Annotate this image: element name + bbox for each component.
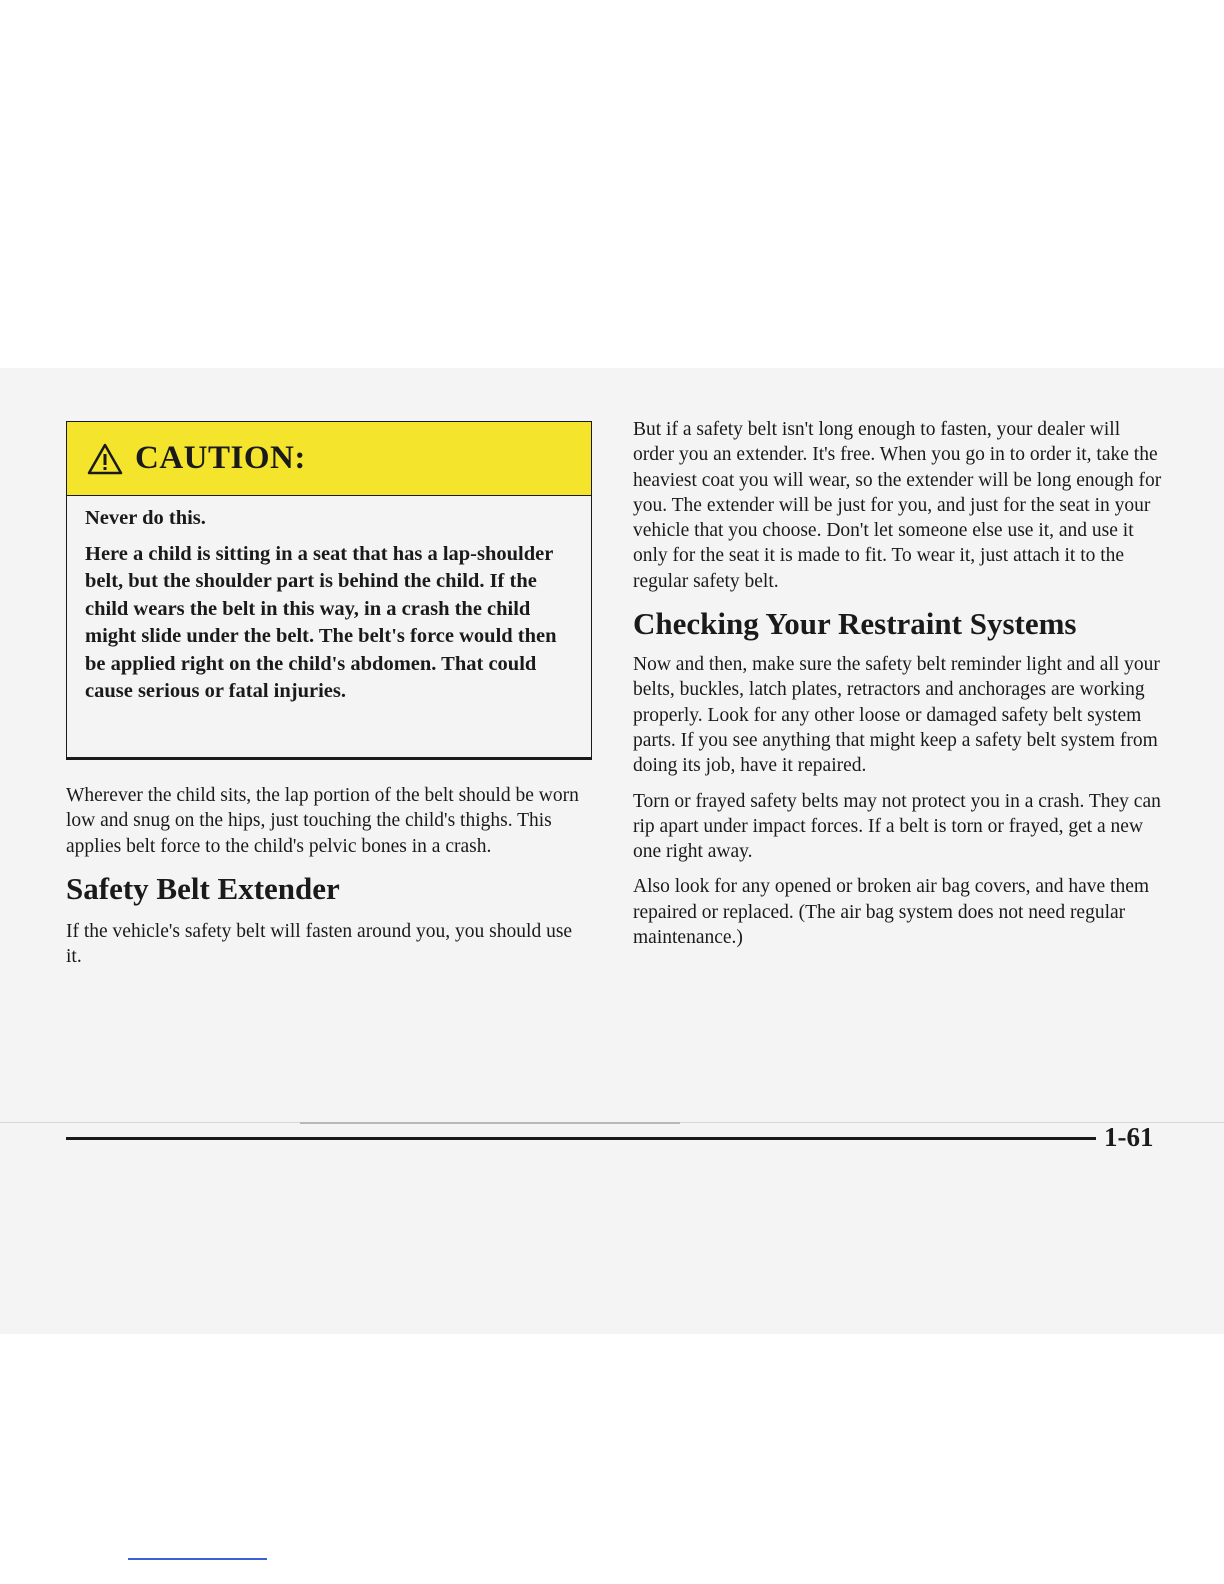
child-lap-belt-paragraph: Wherever the child sits, the lap portion of the belt should be worn low and snug on the hips, just touching the child's thighs. This applies belt force to the child's pelvic bones in a crash. <box>66 785 579 857</box>
extender-intro-paragraph: If the vehicle's safety belt will fasten around you, you should use it. <box>66 920 573 968</box>
left-column <box>66 783 586 979</box>
bottom-link-underline <box>128 1558 267 1560</box>
caution-header <box>67 422 591 496</box>
caution-body <box>67 496 591 706</box>
scan-artifact-line-dark <box>300 1122 680 1124</box>
restraint-paragraph-3: Also look for any opened or broken air bag covers, and have them repaired or replaced. (The air bag system does not need regular maintenance.) <box>633 876 1150 949</box>
restraint-paragraph-2: Torn or frayed safety belts may not protect you in a crash. They can rip apart under impact forces. If a belt is torn or frayed, get a new one right away. <box>633 790 1161 863</box>
restraint-paragraph-1: Now and then, make sure the safety belt reminder light and all your belts, buckles, latch plates, retractors and anchorages are working properly. Look for any other loose or damaged safety belt system parts. If you see anything that might keep a safety belt system from doing its job, have it repaired. <box>633 654 1160 777</box>
caution-line-2: Here a child is sitting in a seat that has a lap-shoulder belt, but the shoulder part is behind the child. If the child wears the belt in this way, in a crash the child might slide under the belt. The belt's force would then be applied right on the child's abdomen. That could cause serious or fatal injuries. <box>85 542 557 702</box>
safety-belt-extender-heading: Safety Belt Extender <box>66 870 340 906</box>
footer-rule <box>66 1137 1096 1140</box>
caution-box <box>66 421 592 760</box>
right-column <box>633 417 1163 960</box>
page-number: 1-61 <box>1104 1122 1154 1152</box>
extender-paragraph: But if a safety belt isn't long enough to fasten, your dealer will order you an extender. It's free. When you go in to order it, take the heaviest coat you will wear, so the extender will be long enough for you. The extender will be just for you, and just for the seat in your vehicle that you choose. Don't let someone else use it, and use it only for the seat it is made to fit. To wear it, just attach it to the regular safety belt. <box>633 419 1162 592</box>
warning-triangle-icon <box>87 443 123 475</box>
caution-line-1: Never do this. <box>85 507 206 529</box>
caution-title: CAUTION: <box>135 440 306 476</box>
checking-restraint-systems-heading: Checking Your Restraint Systems <box>633 606 1077 642</box>
